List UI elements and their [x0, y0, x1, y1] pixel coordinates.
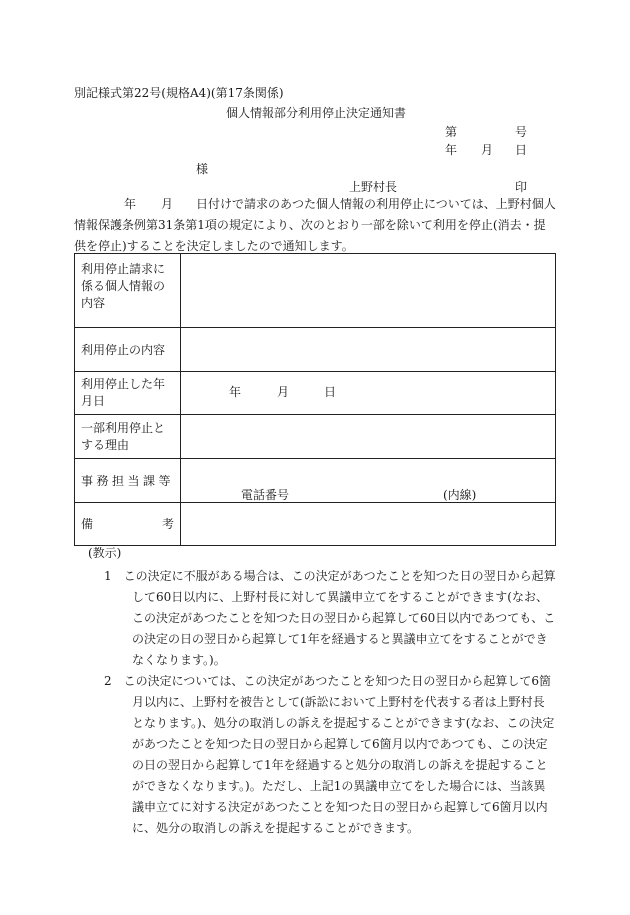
table-row — [75, 328, 556, 372]
row-label-stop-content: 利用停止の内容 — [75, 328, 181, 372]
stop-date-day: 日 — [324, 385, 337, 399]
row-value-partial-reason — [181, 415, 556, 459]
number-prefix: 第 — [445, 125, 458, 139]
stop-date-month: 月 — [277, 385, 290, 399]
row-label-partial-reason: 一部利用停止とする理由 — [75, 415, 181, 459]
date-year: 年 — [445, 143, 458, 157]
intro-paragraph — [74, 194, 556, 257]
decision-table — [74, 253, 556, 546]
row-label-stop-date: 利用停止した年月日 — [75, 372, 181, 415]
intro-month: 月 — [161, 197, 174, 211]
stop-date-year: 年 — [229, 385, 242, 399]
number-suffix: 号 — [515, 125, 528, 139]
notice-item-1: 1 この決定に不服がある場合は、この決定があつたことを知つた日の翌日から起算して60日以内に、上野村長に対して異議申立てをすることができます(なお、この決定があつたことを知つた日の翌日から起算して60日以内であつても、この決定の日の翌日から起算して1年を経過すると異議申立てをすることができなくなります。)。 — [104, 569, 556, 667]
seal-mark: 印 — [515, 180, 528, 194]
notice-item-2: 2 この決定については、この決定があつたことを知つた日の翌日から起算して6箇月以内に、上野村を被告として(訴訟において上野村を代表する者は上野村長となります。)、処分の取消しの訴えを提起することができます(なお、この決定があつたことを知つた日の翌日から起算して6箇月以内であつても、この決定の日の翌日から起算して1年を経過すると処分の取消しの訴えを提起することができなくなります。)。ただし、上記1の異議申立てをした場合には、当該異議申立てに対する決定があつたことを知つた日の翌日から起算して6箇月以内に、処分の取消しの訴えを提起することができます。 — [104, 674, 555, 835]
row-value-stop-content — [181, 328, 556, 372]
row-label-remarks — [75, 503, 181, 546]
table-row — [75, 503, 556, 546]
intro-text: 日付けで請求のあつた個人情報の利用停止については、上野村個人情報保護条例第31条第1項の規定により、次のとおり一部を除いて利用を停止(消去・提供を停止)することを決定しましたので通知します。 — [74, 197, 556, 253]
issuer-name: 上野村長 — [349, 180, 398, 194]
notice-list — [74, 566, 556, 839]
intro-year: 年 — [124, 197, 137, 211]
date-month: 月 — [481, 143, 494, 157]
date-day: 日 — [515, 143, 528, 157]
remarks-label-b: 考 — [161, 517, 174, 531]
row-value-stop-date — [181, 372, 556, 415]
table-row — [75, 459, 556, 503]
row-value-personal-info — [181, 254, 556, 328]
document-title: 個人情報部分利用停止決定通知書 — [226, 106, 407, 120]
table-row — [75, 372, 556, 415]
remarks-label-a: 備 — [81, 517, 94, 531]
row-value-department — [181, 459, 556, 503]
phone-label: 電話番号 — [241, 488, 290, 502]
form-id: 別記様式第22号(規格A4)(第17条関係) — [74, 86, 284, 100]
table-row — [75, 415, 556, 459]
notice-heading: (教示) — [88, 546, 122, 560]
row-label-department: 事務担当課等 — [75, 459, 181, 503]
row-value-remarks — [181, 503, 556, 546]
table-row — [75, 254, 556, 328]
row-label-personal-info: 利用停止請求に係る個人情報の内容 — [75, 254, 181, 328]
extension-label: (内線) — [443, 488, 477, 502]
addressee-suffix: 様 — [196, 162, 209, 176]
